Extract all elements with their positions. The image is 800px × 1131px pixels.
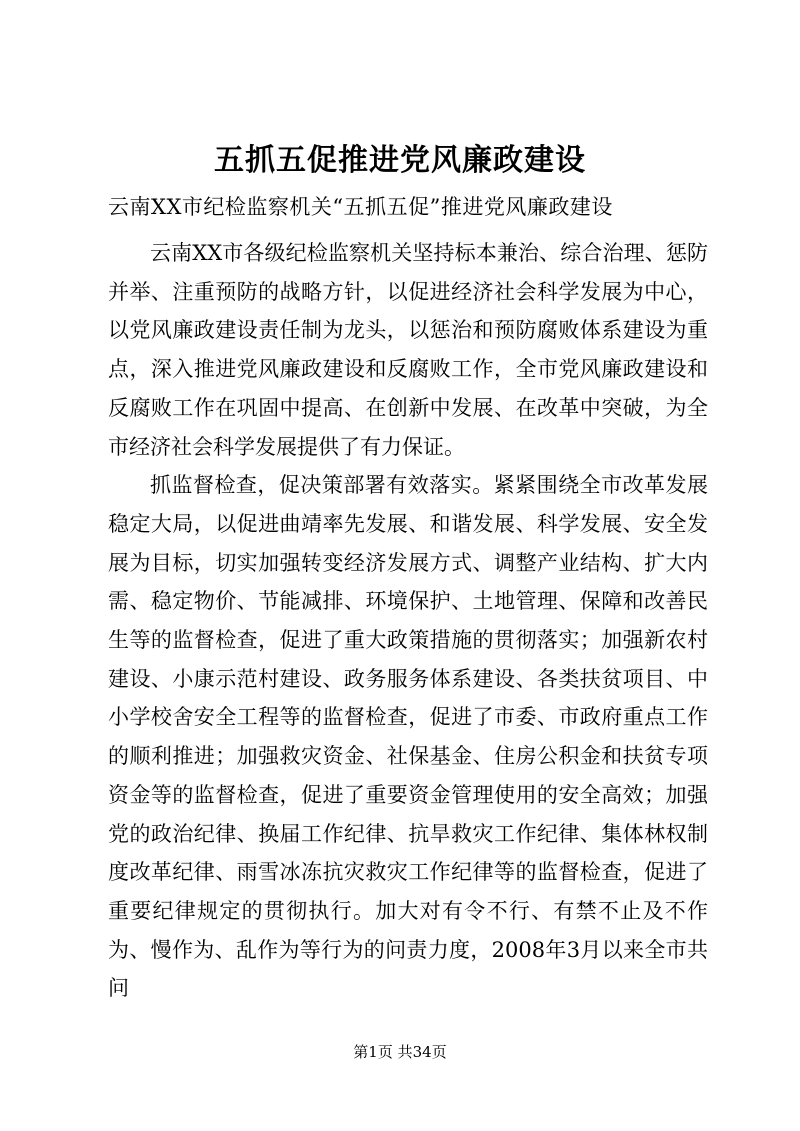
page-number-footer: 第1页 共34页 [353, 1043, 447, 1061]
document-body [108, 234, 708, 1008]
paragraph-intro: 云南XX市各级纪检监察机关坚持标本兼治、综合治理、惩防并举、注重预防的战略方针，以促进经济社会科学发展为中心，以党风廉政建设责任制为龙头，以惩治和预防腐败体系建设为重点，深入推进党风廉政建设和反腐败工作，全市党风廉政建设和反腐败工作在巩固中提高、在创新中发展、在改革中突破，为全市经济社会科学发展提供了有力保证。 [108, 241, 708, 459]
document-subtitle: 云南XX市纪检监察机关“五抓五促”推进党风廉政建设 [108, 195, 613, 219]
paragraph-supervision: 抓监督检查，促决策部署有效落实。紧紧围绕全市改革发展稳定大局，以促进曲靖率先发展、和谐发展、科学发展、安全发展为目标，切实加强转变经济发展方式、调整产业结构、扩大内需、稳定物价、节能减排、环境保护、土地管理、保障和改善民生等的监督检查，促进了重大政策措施的贯彻落实；加强新农村建设、小康示范村建设、政务服务体系建设、各类扶贫项目、中小学校舍安全工程等的监督检查，促进了市委、市政府重点工作的顺利推进；加强救灾资金、社保基金、住房公积金和扶贫专项资金等的监督检查，促进了重要资金管理使用的安全高效；加强党的政治纪律、换届工作纪律、抗旱救灾工作纪律、集体林权制度改革纪律、雨雪冰冻抗灾救灾工作纪律等的监督检查，促进了重要纪律规定的贯彻执行。加大对有令不行、有禁不止及不作为、慢作为、乱作为等行为的问责力度，2008年3月以来全市共问 [108, 473, 708, 1001]
document-title: 五抓五促推进党风廉政建设 [214, 143, 586, 178]
